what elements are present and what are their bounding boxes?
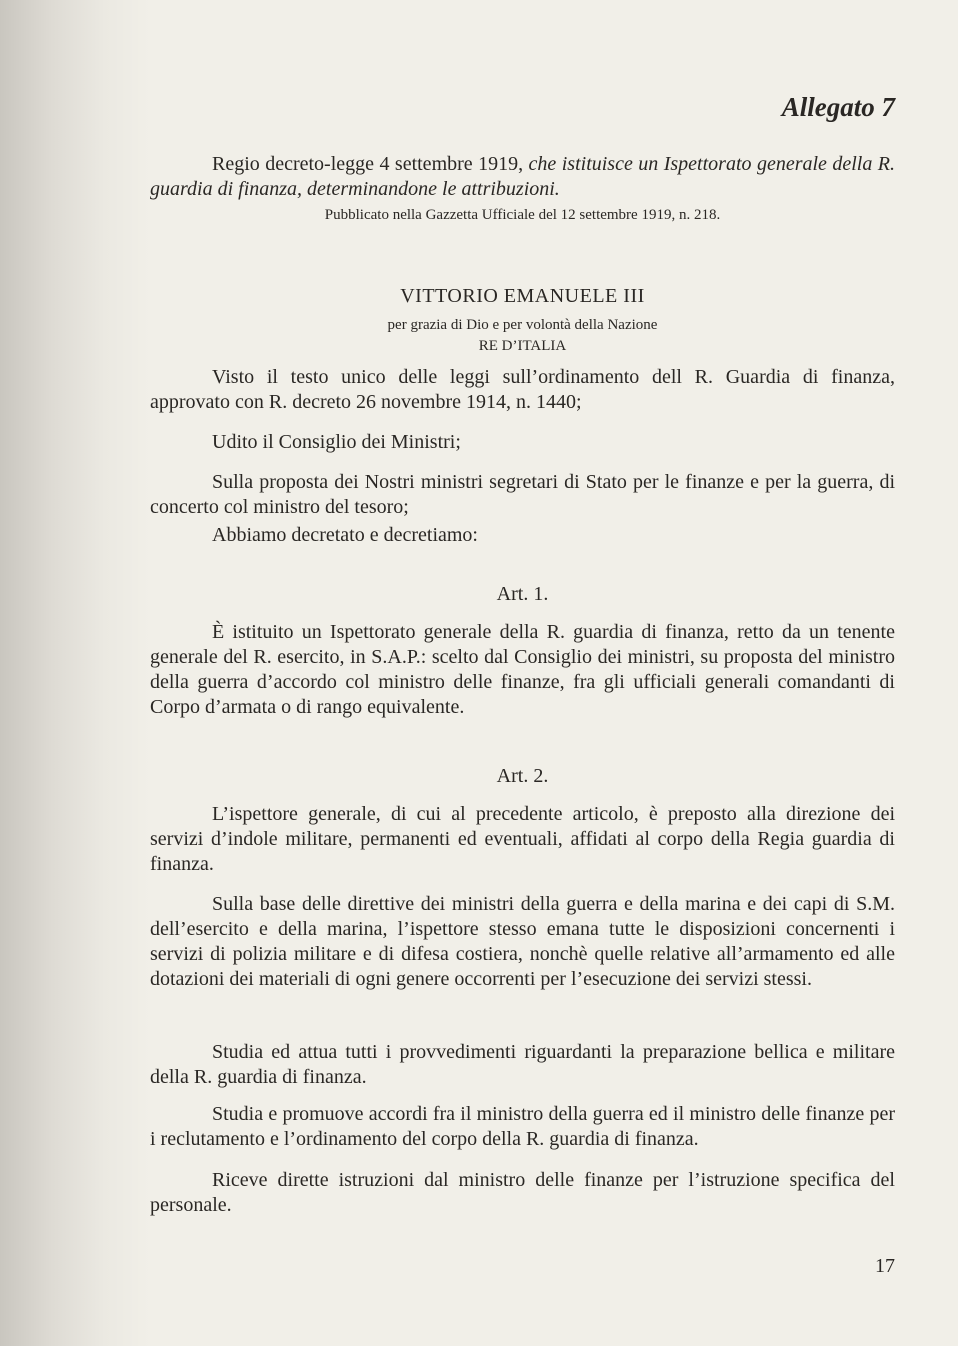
sovereign-title: RE D’ITALIA	[478, 338, 567, 354]
preamble-paragraph: Abbiamo decretato e decretiamo:	[212, 524, 478, 546]
preamble-paragraph: Visto il testo unico delle leggi sull’ordinamento dell R. Guardia di finanza, approvato con R. decreto 26 novembre 1914, n. 1440;	[150, 366, 895, 413]
sovereign-name: VITTORIO EMANUELE III	[400, 285, 645, 307]
article-paragraph: L’ispettore generale, di cui al precedente articolo, è preposto alla direzione dei servizi d’indole militare, permanenti ed eventuali, affidati al corpo della Regia guardia di finanza.	[150, 803, 895, 875]
article-heading: Art. 1.	[496, 583, 549, 605]
article-paragraph: È istituito un Ispettorato generale della R. guardia di finanza, retto da un tenente generale del R. esercito, in S.A.P.: scelto dal Consiglio dei ministri, su proposta del ministro della guerra d’accordo col ministro delle finanze, fra gli ufficiali generali comandanti di Corpo d’armata o di rango equivalente.	[150, 621, 895, 718]
preamble-paragraph: Udito il Consiglio dei Ministri;	[212, 431, 461, 453]
binding-shadow	[0, 0, 150, 1346]
article-paragraph: Sulla base delle direttive dei ministri della guerra e della marina e dei capi di S.M. dell’esercito e della marina, l’ispettore stesso emana tutte le disposizioni concernenti i servizi di polizia militare e di difesa costiera, nonchè quelle relative all’armamento ed alle dotazioni dei materiali di ogni genere occorrenti per l’esecuzione dei servizi stessi.	[150, 893, 895, 990]
preamble-paragraph: Sulla proposta dei Nostri ministri segretari di Stato per le finanze e per la guerra, di concerto col ministro del tesoro;	[150, 471, 895, 518]
annex-label: Allegato 7	[781, 92, 895, 122]
article-paragraph: Studia ed attua tutti i provvedimenti riguardanti la preparazione bellica e militare della R. guardia di finanza.	[150, 1041, 895, 1088]
document-page	[150, 0, 895, 1346]
article-paragraph: Riceve dirette istruzioni dal ministro delle finanze per l’istruzione specifica del personale.	[150, 1169, 895, 1216]
decree-title	[150, 152, 895, 202]
page-number: 17	[875, 1255, 895, 1277]
publication-note: Pubblicato nella Gazzetta Ufficiale del 12 settembre 1919, n. 218.	[324, 207, 721, 223]
decree-title-lead: Regio decreto-legge 4 settembre 1919,	[212, 153, 529, 175]
article-paragraph: Studia e promuove accordi fra il ministro della guerra ed il ministro delle finanze per i reclutamento e l’ordinamento del corpo della R. guardia di finanza.	[150, 1103, 895, 1150]
sovereign-grace: per grazia di Dio e per volontà della Nazione	[387, 317, 658, 333]
decree-title-subject: che istituisce un Ispettorato generale della R. guardia di finanza, determinandone le attribuzioni.	[150, 153, 895, 200]
article-heading: Art. 2.	[496, 765, 549, 787]
